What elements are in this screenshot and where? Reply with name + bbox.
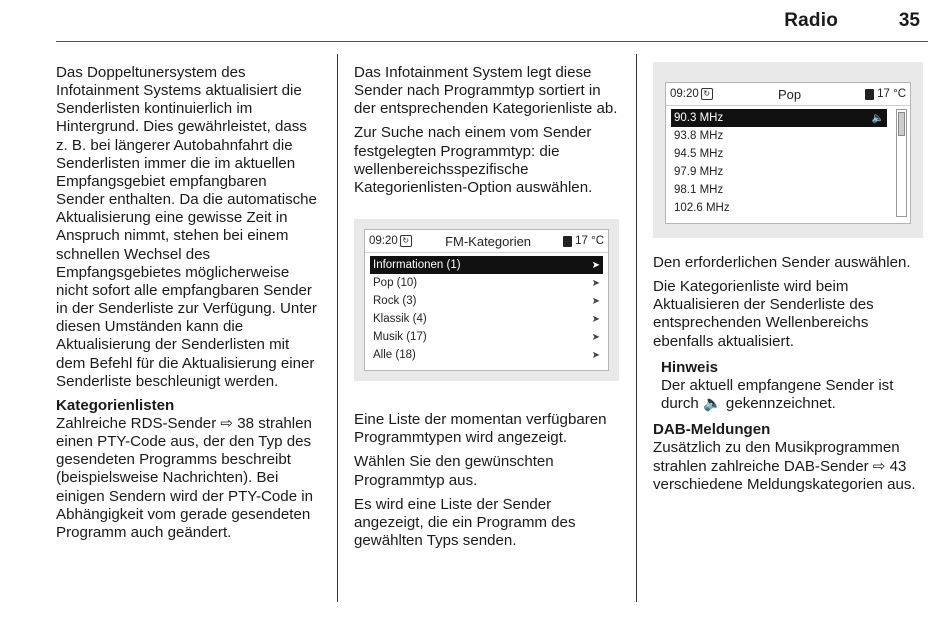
- screenshot-pop-stations: [653, 62, 923, 238]
- section-title: Radio: [784, 10, 838, 31]
- note-title: Hinweis: [661, 358, 719, 376]
- temperature: 17 °C: [575, 234, 604, 247]
- note-box: [661, 359, 923, 413]
- sync-icon: ↻: [400, 235, 412, 247]
- heading-kategorienlisten: Kategorienlisten: [56, 396, 175, 414]
- paragraph-choose-type: Wählen Sie den gewünschten Programmtyp aus.: [354, 453, 554, 489]
- screenshot-fm-categories: [354, 219, 619, 381]
- paragraph-dab-announcements: Zusätzlich zu den Musikprogrammen strahlen zahlreiche DAB-Sender ⇨ 43 verschiedene Meldungskategorien aus.: [653, 439, 916, 493]
- list-item[interactable]: Informationen (1) ➤: [370, 256, 603, 274]
- chevron-right-icon: ➤: [591, 277, 600, 289]
- chevron-right-icon: ➤: [591, 313, 600, 325]
- heading-dab-meldungen: DAB-Meldungen: [653, 421, 771, 439]
- temperature: 17 °C: [877, 87, 906, 100]
- paragraph-list-refresh: Die Kategorienliste wird beim Aktualisieren der Senderliste des entsprechenden Wellenbereichs ebenfalls aktualisiert.: [653, 278, 874, 350]
- thermometer-icon: [563, 236, 572, 247]
- list-item[interactable]: 94.5 MHz: [674, 147, 724, 160]
- column-1: [56, 64, 318, 548]
- column-divider-2: [636, 54, 637, 602]
- page-header: [0, 0, 950, 42]
- station-list: [666, 106, 892, 223]
- category-list: [365, 253, 608, 370]
- list-item[interactable]: 97.9 MHz: [674, 165, 724, 178]
- chevron-right-icon: ➤: [591, 295, 600, 307]
- list-item[interactable]: Klassik (4) ➤: [373, 312, 600, 325]
- list-item[interactable]: 102.6 MHz: [674, 201, 730, 214]
- list-item[interactable]: 93.8 MHz: [674, 129, 724, 142]
- list-item[interactable]: Musik (17) ➤: [373, 330, 600, 343]
- scroll-thumb[interactable]: [898, 112, 905, 136]
- paragraph-select-station: Den erforderlichen Sender auswählen.: [653, 254, 911, 271]
- infotainment-screen: [665, 82, 911, 224]
- speaker-icon: 🔈: [871, 112, 884, 124]
- header-divider: [56, 41, 928, 42]
- status-bar: [365, 230, 608, 253]
- column-3: [653, 64, 923, 500]
- column-divider-1: [337, 54, 338, 602]
- chevron-right-icon: ➤: [591, 349, 600, 361]
- list-item[interactable]: 90.3 MHz 🔈: [671, 109, 887, 127]
- thermometer-icon: [865, 89, 874, 100]
- status-bar: [666, 83, 910, 106]
- list-item[interactable]: 98.1 MHz: [674, 183, 724, 196]
- infotainment-screen: [364, 229, 609, 371]
- paragraph-pty-code: Zahlreiche RDS-Sender ⇨ 38 strahlen einen PTY-Code aus, der den Typ des gesendeten Programms beschreibt (beispielsweise Nachrichten). Bei einigen Sendern wird der PTY-Code in Abhängigkeit vom gerade gesendeten Programm auch geändert.: [56, 414, 314, 541]
- screen-title: Pop: [777, 86, 802, 102]
- list-item[interactable]: Pop (10) ➤: [373, 276, 600, 289]
- paragraph-tuner-update: Das Doppeltunersystem des Infotainment Systems aktualisiert die Senderlisten kontinuierlich im Hintergrund. Dies gewährleistet, dass z. B. bei längerer Autobahnfahrt die Senderlisten immer die im aktuellen Empfangsgebiet empfangbaren Sender enthalten. Da die automatische Aktualisierung eine gewisse Zeit in Anspruch nimmt, stehen bei einem schnellen Wechsel des Empfangsgebietes möglicherweise nicht sofort alle empfangbaren Sender in der Senderliste zur Verfügung. Unter diesen Umständen kann die Aktualisierung der Senderlisten mit dem Befehl für die Aktualisierung einer Senderliste beschleunigt werden.: [56, 64, 317, 390]
- paragraph-station-list: Es wird eine Liste der Sender angezeigt, die ein Programm des gewählten Typs senden.: [354, 495, 576, 550]
- chevron-right-icon: ➤: [591, 331, 600, 343]
- list-item[interactable]: Rock (3) ➤: [373, 294, 600, 307]
- column-2: [354, 64, 619, 556]
- list-item[interactable]: Alle (18) ➤: [373, 348, 600, 361]
- paragraph-sorted-lists: Das Infotainment System legt diese Sender nach Programmtyp sortiert in der entsprechenden Kategorienliste ab.: [354, 64, 618, 118]
- screen-title: FM-Kategorien: [445, 233, 532, 249]
- scrollbar[interactable]: [896, 109, 907, 217]
- paragraph-search-program-type: Zur Suche nach einem vom Sender festgelegten Programmtyp: die wellenbereichsspezifische Kategorienlisten-Option auswählen.: [354, 124, 593, 196]
- page-number: 35: [898, 10, 920, 31]
- chevron-right-icon: ➤: [591, 259, 600, 271]
- paragraph-list-shown: Eine Liste der momentan verfügbaren Programmtypen wird angezeigt.: [354, 411, 607, 447]
- note-text: Der aktuell empfangene Sender ist durch 🔈 gekennzeichnet.: [661, 376, 894, 413]
- clock-time: 09:20: [670, 87, 699, 100]
- clock-time: 09:20: [369, 234, 398, 247]
- sync-icon: ↻: [701, 88, 713, 100]
